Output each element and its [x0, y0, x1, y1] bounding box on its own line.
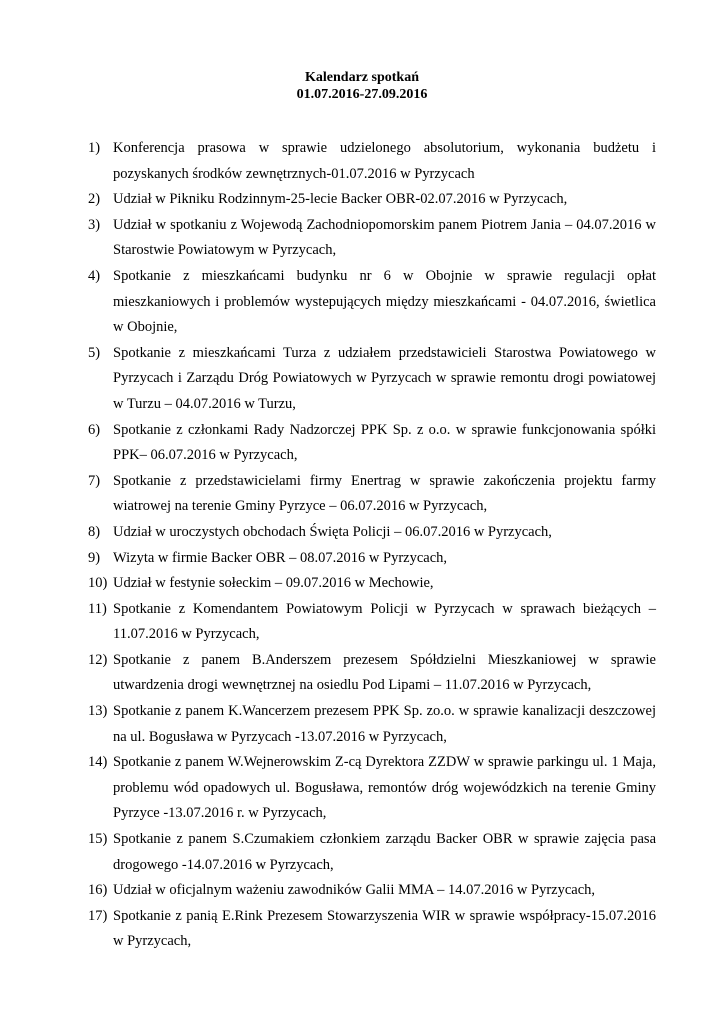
list-item: [88, 827, 656, 878]
item-number: 4): [88, 267, 101, 284]
item-text: Spotkanie z Komendantem Powiatowym Policji w Pyrzycach w sprawach bieżących – 11.07.2016 w Pyrzycach,: [113, 600, 656, 643]
item-text: Udział w uroczystych obchodach Święta Policji – 06.07.2016 w Pyrzycach,: [113, 523, 552, 540]
item-number: 10): [88, 575, 108, 592]
item-text: Udział w Pikniku Rodzinnym-25-lecie Backer OBR-02.07.2016 w Pyrzycach,: [113, 191, 568, 208]
item-number: 3): [88, 216, 101, 233]
item-text: Spotkanie z mieszkańcami budynku nr 6 w Obojnie w sprawie regulacji opłat mieszkaniowych i problemów wystepujących między mieszkańcami - 04.07.2016, świetlica w Obojnie,: [113, 267, 656, 336]
item-number: 6): [88, 421, 101, 438]
item-number: 14): [88, 754, 108, 771]
item-number: 15): [88, 831, 108, 848]
list-item: [88, 213, 656, 264]
list-item: [88, 520, 656, 546]
item-text: Spotkanie z panem S.Czumakiem członkiem zarządu Backer OBR w sprawie zajęcia pasa drogowego -14.07.2016 w Pyrzycach,: [113, 831, 656, 873]
list-item: [88, 187, 656, 213]
item-number: 5): [88, 344, 101, 361]
list-item: [88, 648, 656, 699]
item-text: Spotkanie z panią E.Rink Prezesem Stowarzyszenia WIR w sprawie współpracy-15.07.2016 w Pyrzycach,: [113, 907, 656, 950]
document-date-range: 01.07.2016-27.09.2016: [296, 87, 428, 102]
list-item: [88, 878, 656, 904]
item-text: Spotkanie z przedstawicielami firmy Enertrag w sprawie zakończenia projektu farmy wiatrowej na terenie Gminy Pyrzyce – 06.07.2016 w Pyrzycach,: [113, 472, 656, 515]
list-item: [88, 469, 656, 520]
document-title: Kalendarz spotkań: [305, 70, 419, 85]
item-text: Udział w oficjalnym ważeniu zawodników Galii MMA – 14.07.2016 w Pyrzycach,: [113, 882, 596, 899]
list-item: [88, 418, 656, 469]
list-item: [88, 341, 656, 418]
item-number: 2): [88, 191, 101, 208]
list-item: [88, 597, 656, 648]
list-item: [88, 750, 656, 827]
item-text: Spotkanie z panem K.Wancerzem prezesem PPK Sp. zo.o. w sprawie kanalizacji deszczowej na ul. Bogusława w Pyrzycach -13.07.2016 w Pyrzycach,: [113, 703, 656, 745]
item-text: Spotkanie z panem W.Wejnerowskim Z-cą Dyrektora ZZDW w sprawie parkingu ul. 1 Maja, problemu wód opadowych ul. Bogusława, remontów dróg wojewódzkich na terenie Gminy Pyrzyce -13.07.2016 r. w Pyrzycach,: [113, 754, 656, 822]
list-item: [88, 699, 656, 750]
item-number: 11): [88, 600, 107, 617]
item-number: 7): [88, 472, 101, 489]
item-text: Udział w festynie sołeckim – 09.07.2016 w Mechowie,: [113, 575, 434, 592]
list-item: [88, 546, 656, 572]
item-text: Spotkanie z członkami Rady Nadzorczej PPK Sp. z o.o. w sprawie funkcjonowania spółki PPK– 06.07.2016 w Pyrzycach,: [113, 421, 656, 464]
item-number: 16): [88, 882, 108, 899]
meeting-list: [88, 136, 656, 955]
item-text: Wizyta w firmie Backer OBR – 08.07.2016 w Pyrzycach,: [113, 549, 448, 566]
list-item: [88, 904, 656, 955]
item-number: 17): [88, 907, 108, 924]
item-number: 8): [88, 523, 101, 540]
item-text: Udział w spotkaniu z Wojewodą Zachodniopomorskim panem Piotrem Jania – 04.07.2016 w Starostwie Powiatowym w Pyrzycach,: [113, 216, 656, 259]
item-number: 9): [88, 549, 101, 566]
list-item: [88, 264, 656, 341]
item-number: 12): [88, 651, 108, 668]
item-text: Spotkanie z panem B.Anderszem prezesem Spółdzielni Mieszkaniowej w sprawie utwardzenia drogi wewnętrznej na osiedlu Pod Lipami – 11.07.2016 w Pyrzycach,: [113, 651, 656, 694]
list-item: [88, 136, 656, 187]
item-text: Spotkanie z mieszkańcami Turza z udziałem przedstawicieli Starostwa Powiatowego w Pyrzycach i Zarządu Dróg Powiatowych w Pyrzycach w sprawie remontu drogi powiatowej w Turzu – 04.07.2016 w Turzu,: [113, 344, 656, 412]
item-number: 13): [88, 703, 108, 720]
item-text: Konferencja prasowa w sprawie udzielonego absolutorium, wykonania budżetu i pozyskanych środków zewnętrznych-01.07.2016 w Pyrzycach: [113, 140, 656, 182]
item-number: 1): [88, 140, 101, 156]
list-item: [88, 571, 656, 597]
